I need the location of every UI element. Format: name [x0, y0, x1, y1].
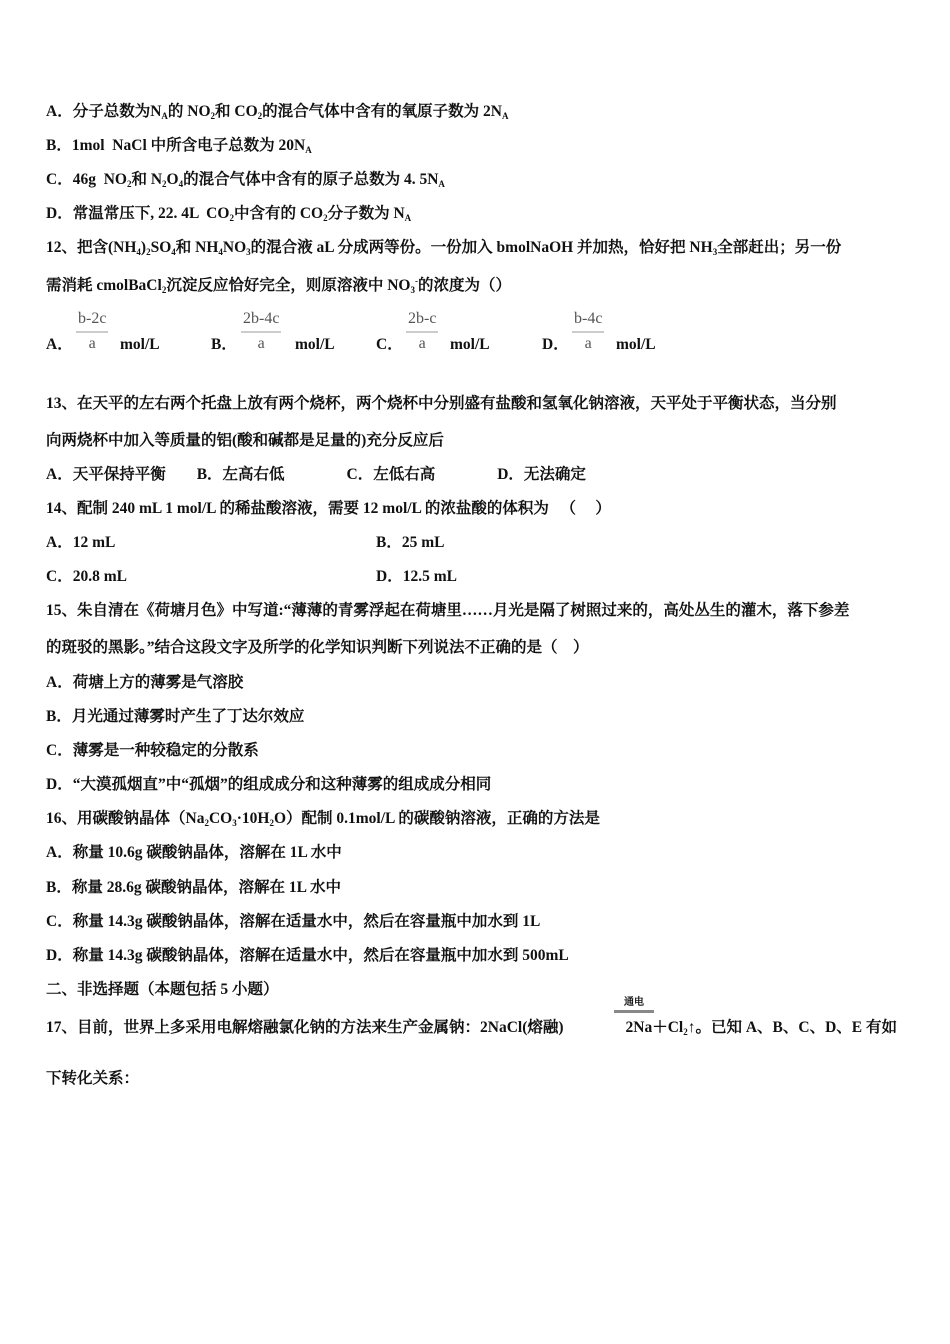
text-run: )	[140, 239, 147, 256]
text-run: A．称量 10.6g 碳酸钠晶体，溶解在 1L 水中	[46, 844, 342, 861]
text-run: 16、用碳酸钠晶体（Na	[46, 810, 205, 827]
q12-option-label: B．	[211, 336, 237, 353]
text-run: A	[438, 179, 445, 189]
text-run: 4	[218, 247, 223, 257]
text-run: 2	[683, 1027, 688, 1037]
numerator: 2b-c	[406, 310, 438, 333]
denominator: a	[257, 335, 265, 352]
numerator: b-4c	[572, 310, 604, 333]
text-run: A．分子总数为N	[46, 103, 162, 120]
text-run: 2	[162, 179, 167, 189]
text-run: 和 NH	[175, 239, 219, 256]
text-run: 4	[178, 179, 184, 189]
text-run: 13、在天平的左右两个托盘上放有两个烧杯，两个烧杯中分别盛有盐酸和氢氧化钠溶液，天平处于平衡状态，当分别	[46, 395, 837, 412]
text-line	[46, 533, 115, 553]
text-run: C．20.8 mL	[46, 568, 127, 585]
text-line	[46, 707, 304, 727]
q12-option-unit: mol/L	[120, 336, 160, 353]
denominator: a	[584, 335, 592, 352]
text-run: 15、朱自清在《荷塘月色》中写道:“薄薄的青雾浮起在荷塘里……月光是隔了树照过来的，高处丛生的灌木，落下参差	[46, 602, 850, 619]
text-run: 的斑驳的黑影。”结合这段文字及所学的化学知识判断下列说法不正确的是（ ）	[46, 639, 589, 656]
electrolysis-arrow	[614, 997, 654, 1013]
text-run: D．常温常压下, 22. 4L CO	[46, 205, 230, 222]
text-run: 4	[171, 247, 176, 257]
text-run: 的浓度为（）	[417, 277, 511, 294]
q12-option-fraction	[572, 310, 604, 353]
text-run: O）配制 0.1mol/L 的碳酸钠溶液，正确的方法是	[273, 810, 600, 827]
text-run: 4	[136, 247, 141, 257]
text-run: A	[161, 111, 168, 121]
text-run: B．1mol NaCl 中所含电子总数为 20N	[46, 137, 306, 154]
denominator: a	[418, 335, 426, 352]
text-run: ·10H	[236, 810, 270, 827]
text-line	[46, 638, 589, 658]
text-run: 2	[269, 818, 274, 828]
text-line	[46, 775, 491, 795]
text-run: -	[414, 276, 418, 286]
q12-option-fraction	[406, 310, 438, 353]
text-line	[46, 601, 849, 621]
text-run: A．12 mL	[46, 534, 116, 551]
text-run: CO	[208, 810, 233, 827]
text-line	[46, 809, 600, 829]
text-run: ↑。已知 A、B、C、D、E 有如	[687, 1019, 897, 1036]
q12-option-fraction	[241, 310, 281, 353]
text-run: 2	[126, 179, 132, 189]
text-run: 分子数为 N	[327, 205, 405, 222]
text-line	[46, 136, 312, 156]
text-run: 2	[204, 818, 209, 828]
text-run: A	[305, 145, 312, 155]
text-line	[46, 567, 127, 587]
text-line	[46, 465, 586, 485]
text-run: 3	[712, 247, 718, 257]
text-run: 向两烧杯中加入等质量的铝(酸和碱都是足量的)充分反应后	[46, 432, 444, 449]
text-run: D．称量 14.3g 碳酸钠晶体，溶解在适量水中，然后在容量瓶中加水到 500mL	[46, 947, 569, 964]
text-line	[46, 741, 259, 761]
text-run: 的混合气体中含有的原子总数为 4. 5N	[183, 171, 439, 188]
text-run: SO	[150, 239, 172, 256]
text-line	[46, 1018, 897, 1038]
text-run: C．薄雾是一种较稳定的分散系	[46, 742, 259, 759]
text-run: 中含有的 CO	[233, 205, 324, 222]
text-run: 全部赶出；另一份	[717, 239, 842, 256]
q12-option-label: A．	[46, 336, 73, 353]
arrow-condition: 通电	[624, 997, 644, 1008]
text-line	[46, 843, 342, 863]
text-run: NO	[222, 239, 247, 256]
text-run: D．“大漠孤烟直”中“孤烟”的组成成分和这种薄雾的组成成分相同	[46, 776, 492, 793]
text-run: 的混合气体中含有的氧原子数为 2N	[262, 103, 502, 120]
text-run: 2	[161, 285, 167, 295]
text-line	[46, 394, 837, 414]
text-run: A	[502, 111, 509, 121]
text-run: 2	[210, 111, 216, 121]
q12-option-label: C．	[376, 336, 403, 353]
text-run: 17、目前，世界上多采用电解熔融氯化钠的方法来生产金属钠：2NaCl(熔融) 2Na＋Cl	[46, 1019, 684, 1036]
text-line	[46, 912, 540, 932]
numerator: 2b-4c	[241, 310, 281, 333]
text-run: B．月光通过薄雾时产生了丁达尔效应	[46, 708, 305, 725]
q12-option-unit: mol/L	[616, 336, 656, 353]
text-run: B．称量 28.6g 碳酸钠晶体，溶解在 1L 水中	[46, 879, 341, 896]
numerator: b-2c	[76, 310, 108, 333]
q14-option-d: D．12.5 mL	[376, 568, 457, 585]
text-line	[46, 102, 509, 122]
text-run: A	[404, 213, 412, 223]
text-line	[46, 276, 511, 296]
text-run: 3	[232, 818, 237, 828]
text-run: 3	[410, 285, 415, 295]
text-line	[46, 946, 569, 966]
text-line	[46, 431, 444, 451]
text-run: 3	[246, 247, 251, 257]
text-line	[46, 1069, 139, 1089]
text-run: 的 NO	[167, 103, 211, 120]
text-line	[46, 980, 279, 1000]
denominator: a	[88, 335, 96, 352]
q12-option-label: D．	[542, 336, 569, 353]
q12-option-fraction	[76, 310, 108, 353]
text-line	[46, 238, 841, 258]
text-line	[46, 204, 411, 224]
text-run: 二、非选择题（本题包括 5 小题）	[46, 981, 279, 998]
text-run: 12、把含(NH	[46, 239, 137, 256]
q12-option-unit: mol/L	[295, 336, 335, 353]
text-run: 的混合液 aL 分成两等份。一份加入 bmolNaOH 并加热，恰好把 NH	[250, 239, 713, 256]
text-run: C．46g NO	[46, 171, 127, 188]
text-run: 2	[257, 111, 263, 121]
text-run: A．荷塘上方的薄雾是气溶胶	[46, 674, 244, 691]
text-run: 沉淀反应恰好完全，则原溶液中 NO	[166, 277, 411, 294]
text-run: 2	[229, 213, 234, 223]
text-run: C．称量 14.3g 碳酸钠晶体，溶解在适量水中，然后在容量瓶中加水到 1L	[46, 913, 541, 930]
text-line	[46, 673, 243, 693]
text-run: 14、配制 240 mL 1 mol/L 的稀盐酸溶液，需要 12 mol/L 的浓盐酸的体积为 （ ）	[46, 500, 611, 517]
text-run: 和 CO	[215, 103, 258, 120]
text-line	[46, 878, 341, 898]
text-line	[46, 499, 611, 519]
text-run: 需消耗 cmolBaCl	[46, 277, 162, 294]
q14-option-b: B．25 mL	[376, 534, 445, 551]
arrow-bar	[614, 1010, 654, 1013]
text-line	[46, 170, 445, 190]
text-run: 2	[323, 213, 328, 223]
text-run: 2	[146, 247, 151, 257]
text-run: O	[166, 171, 179, 188]
text-run: 下转化关系：	[46, 1070, 140, 1087]
text-run: 和 N	[131, 171, 163, 188]
text-run: A．天平保持平衡 B．左高右低 C．左低右高 D．无法确定	[46, 466, 586, 483]
q12-option-unit: mol/L	[450, 336, 490, 353]
